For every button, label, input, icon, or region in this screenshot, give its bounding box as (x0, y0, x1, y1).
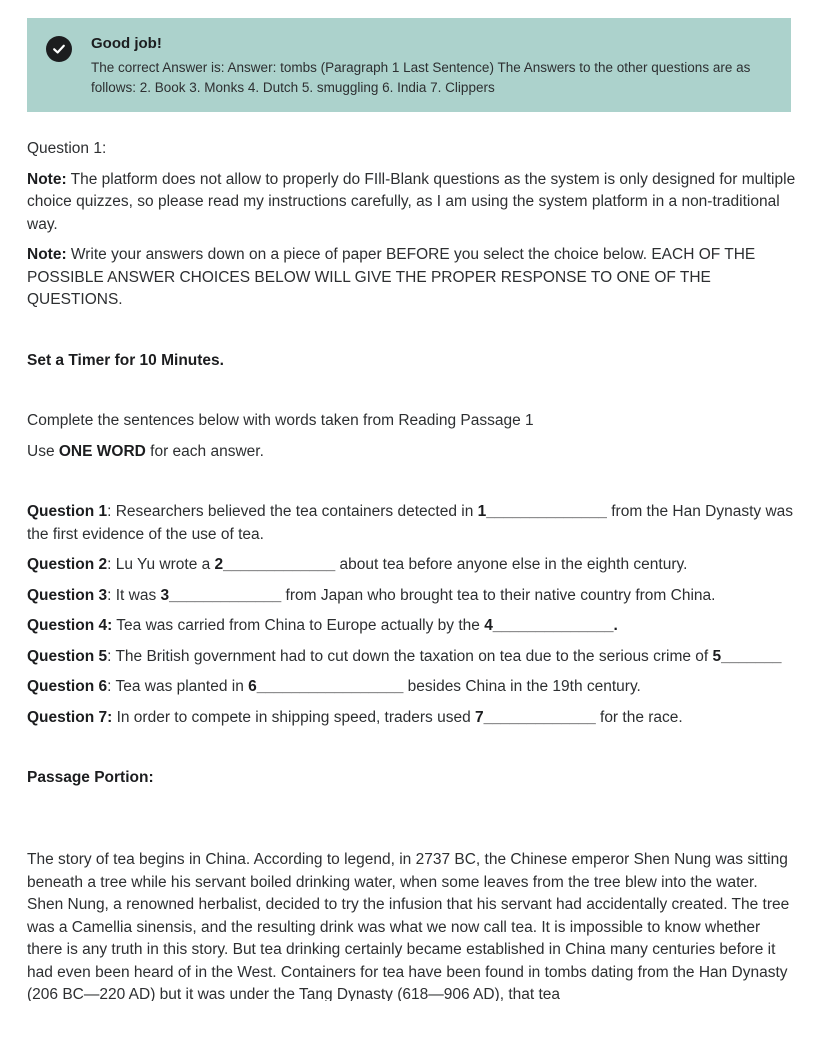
question-label: Question 1 (27, 503, 108, 520)
spacer (27, 320, 797, 350)
spacer (27, 471, 797, 501)
question-text-before: In order to compete in shipping speed, traders used (116, 708, 476, 726)
note-label: Note: (27, 246, 67, 263)
question-sep: : (107, 586, 116, 604)
instruction-prefix: Use (27, 442, 59, 460)
question-item-3 (27, 585, 797, 608)
answer-blank: 4______________. (484, 617, 618, 634)
answer-blank: 7_____________ (475, 708, 596, 726)
reading-passage (27, 849, 792, 1001)
question-text-before: It was (115, 586, 161, 604)
feedback-message: The correct Answer is: Answer: tombs (Paragraph 1 Last Sentence) The Answers to the other questions are as follows: 2. Book 3. Monks 4. Dutch 5. smuggling 6. India 7. Clippers (91, 60, 751, 95)
passage-text: The story of tea begins in China. According to legend, in 2737 BC, the Chinese emperor Shen Nung was sitting beneath a tree while his servant boiled drinking water, when some leaves from the tree blew into the water. Shen Nung, a renowned herbalist, decided to try the infusion that his servant had accidentally created. The tree was a Camellia sinensis, and the resulting drink was what we now call tea. It is impossible to know whether there is any truth in this story. But tea drinking certainly became established in China many centuries before it had even been heard of in the West. Containers for tea have been found in tombs dating from the Han Dynasty (206 BC—220 AD) but it was under the Tang Dynasty (618—906 AD), that tea (27, 851, 790, 1001)
passage-heading: Passage Portion: (27, 769, 154, 786)
spacer (27, 380, 797, 410)
question-text-before: Researchers believed the tea containers detected in (115, 503, 478, 520)
question-label: Question 5 (27, 647, 108, 665)
feedback-banner (27, 18, 791, 112)
question-text-before: The British government had to cut down the taxation on tea due to the serious crime of (115, 647, 713, 665)
answer-blank: 5_______ (712, 647, 782, 665)
question-text-after: about tea before anyone else in the eighth century. (335, 556, 688, 573)
check-circle-icon (46, 36, 72, 62)
note-2 (27, 244, 797, 312)
question-label: Question 7: (27, 708, 113, 726)
question-item-7 (27, 707, 797, 730)
note-text: The platform does not allow to properly do FIll-Blank questions as the system is only designed for multiple choice quizzes, so please read my instructions carefully, as I am using the system platform in a non-traditional way. (27, 170, 796, 233)
question-text-before: Tea was carried from China to Europe actually by the (116, 617, 485, 634)
feedback-title: Good job! (91, 35, 162, 52)
instruction-suffix: for each answer. (145, 442, 264, 460)
question-label: Question 6 (27, 678, 108, 695)
answer-blank: 6_________________ (248, 678, 404, 695)
note-label: Note: (27, 170, 67, 188)
question-item-2 (27, 554, 797, 577)
answer-blank: 1______________ (477, 503, 607, 520)
question-item-6 (27, 676, 797, 699)
answer-blank: 3_____________ (160, 586, 282, 604)
question-item-4 (27, 615, 797, 638)
instruction-line-2 (27, 441, 797, 464)
question-sep: : (107, 503, 116, 520)
note-text: Write your answers down on a piece of paper BEFORE you select the choice below. EACH OF THE POSSIBLE ANSWER CHOICES BELOW WILL GIVE THE PROPER RESPONSE TO ONE OF THE QUESTIONS. (27, 246, 756, 308)
question-text-after: besides China in the 19th century. (403, 678, 641, 695)
instruction-emphasis: ONE WORD (58, 442, 146, 460)
question-text-after: from the Han Dynasty was the first evidence of the use of tea. (27, 503, 794, 543)
question-item-1 (27, 501, 797, 546)
question-label: Question 4: (27, 617, 113, 634)
question-sep: : (107, 647, 116, 665)
note-1 (27, 169, 797, 237)
question-content (27, 138, 797, 798)
question-text-before: Tea was planted in (115, 678, 249, 695)
question-text-before: Lu Yu wrote a (115, 556, 215, 573)
question-header: Question 1: (27, 140, 107, 157)
question-item-5 (27, 646, 797, 669)
spacer (27, 737, 797, 767)
answer-blank: 2_____________ (214, 556, 336, 573)
instruction-line-1: Complete the sentences below with words taken from Reading Passage 1 (27, 412, 534, 429)
question-label: Question 2 (27, 556, 108, 573)
timer-instruction: Set a Timer for 10 Minutes. (27, 351, 224, 369)
question-sep: : (107, 556, 116, 573)
question-label: Question 3 (27, 586, 108, 604)
question-sep: : (107, 678, 116, 695)
question-text-after: for the race. (595, 708, 683, 726)
question-text-after: from Japan who brought tea to their native country from China. (281, 586, 716, 604)
